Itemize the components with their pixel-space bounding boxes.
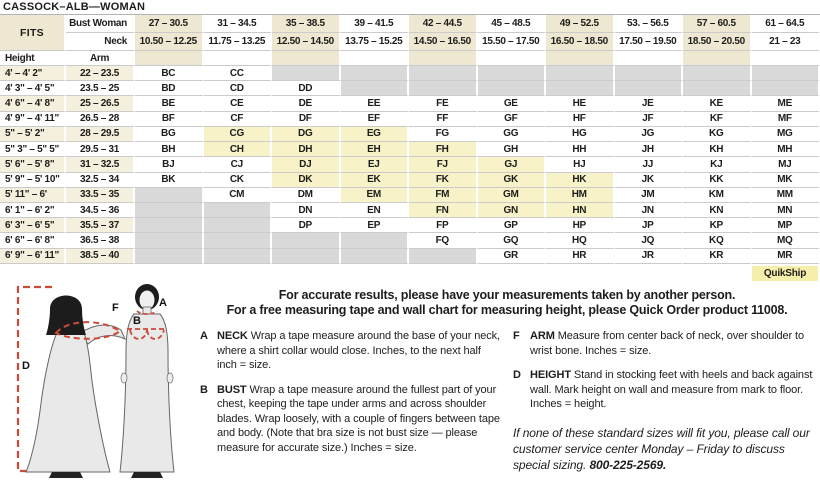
arm-cell: 23.5 – 25 [66,81,135,96]
instruction-columns [198,329,816,473]
size-code-cell: BC [135,66,204,81]
size-code-cell: KK [683,173,752,188]
size-code-cell: DN [272,203,341,218]
size-code-cell: BD [135,81,204,96]
bust-range-cell: 42 – 44.5 [409,15,478,33]
size-code-cell: MQ [752,233,820,248]
arm-cell: 35.5 – 37 [66,218,135,233]
height-cell: 5" 3" – 5" 5" [0,142,66,157]
arm-cell: 33.5 – 35 [66,188,135,203]
size-code-cell: JP [615,218,684,233]
na-cell [409,249,478,264]
arm-cell: 28 – 29.5 [66,127,135,142]
instruction-key: F [513,330,520,343]
size-code-cell: BH [135,142,204,157]
instruction-item-neck [200,329,503,373]
size-code-cell: KP [683,218,752,233]
measuring-section [0,281,820,482]
size-code-cell: EK [341,173,410,188]
size-code-cell: GE [478,96,547,111]
size-code-cell: KN [683,203,752,218]
size-code-cell: EH [341,142,410,157]
size-code-cell: KF [683,112,752,127]
size-code-cell: MN [752,203,820,218]
note-line-2: For a free measuring tape and wall chart for measuring height, please Quick Order product 11008. [226,303,788,318]
spacer-cell [752,51,820,66]
figure-label-f: F [112,301,119,314]
size-code-cell: DF [272,112,341,127]
size-code-cell: JH [615,142,684,157]
size-code-cell: HF [546,112,615,127]
measuring-notes [198,288,816,319]
bust-range-cell: 35 – 38.5 [272,15,341,33]
size-code-cell: MK [752,173,820,188]
na-cell [341,66,410,81]
instruction-term: HEIGHT [530,369,574,382]
spacer-cell [341,51,410,66]
height-cell: 4' – 4' 2" [0,66,66,81]
size-code-cell: DJ [272,157,341,172]
figure-label-b: B [133,314,141,327]
size-code-cell: JN [615,203,684,218]
note-line-1: For accurate results, please have your measurements taken by another person. [278,287,736,302]
spacer-cell [683,51,752,66]
size-code-cell: KR [683,249,752,264]
bust-range-cell: 45 – 48.5 [478,15,547,33]
arm-cell: 36.5 – 38 [66,233,135,248]
na-cell [135,188,204,203]
size-code-cell: KQ [683,233,752,248]
size-code-cell: JQ [615,233,684,248]
spacer-cell [546,51,615,66]
height-cell: 5" – 5' 2" [0,127,66,142]
size-code-cell: MM [752,188,820,203]
size-code-cell: HK [546,173,615,188]
size-code-cell: BJ [135,157,204,172]
na-cell [546,81,615,96]
size-code-cell: HQ [546,233,615,248]
instruction-key: B [200,383,208,396]
bust-range-cell: 39 – 41.5 [341,15,410,33]
arm-cell: 32.5 – 34 [66,173,135,188]
size-code-cell: DP [272,218,341,233]
height-cell: 4' 3" – 4' 5" [0,81,66,96]
size-code-cell: GK [478,173,547,188]
arm-cell: 34.5 – 36 [66,203,135,218]
size-code-cell: FG [409,127,478,142]
instruction-text: HEIGHT Stand in stocking feet with heels and back against wall. Mark height on wall and measure from mark to floor. Inches = height. [530,369,813,411]
figure-label-d: D [22,359,30,372]
size-code-cell: KG [683,127,752,142]
na-cell [752,81,820,96]
height-label: Height [0,51,66,66]
neck-range-cell: 10.50 – 12.25 [135,33,204,51]
height-cell: 5' 6" – 5' 8" [0,157,66,172]
size-code-cell: FQ [409,233,478,248]
spacer-cell [204,51,273,66]
spacer-cell [615,51,684,66]
na-cell [409,66,478,81]
height-cell: 6' 3" – 6' 5" [0,218,66,233]
special-sizing-note [513,425,816,474]
size-code-cell: JK [615,173,684,188]
size-table [0,15,820,264]
na-cell [135,249,204,264]
size-code-cell: KM [683,188,752,203]
na-cell [341,249,410,264]
spacer-cell [478,51,547,66]
size-code-cell: HH [546,142,615,157]
bust-range-cell: 27 – 30.5 [135,15,204,33]
size-code-cell: FN [409,203,478,218]
size-code-cell: FE [409,96,478,111]
neck-range-cell: 16.50 – 18.50 [546,33,615,51]
height-cell: 5' 11" – 6' [0,188,66,203]
size-code-cell: DE [272,96,341,111]
na-cell [683,66,752,81]
instruction-key: D [513,369,521,382]
instruction-column-right [513,329,816,473]
na-cell [341,81,410,96]
size-code-cell: GQ [478,233,547,248]
spacer-cell [135,51,204,66]
neck-range-cell: 21 – 23 [752,33,820,51]
size-code-cell: FJ [409,157,478,172]
size-code-cell: BK [135,173,204,188]
size-code-cell: JR [615,249,684,264]
instruction-text: NECK Wrap a tape measure around the base of your neck, where a shirt collar would close. Inches, to the next half inch = size. [217,330,501,372]
arm-cell: 22 – 23.5 [66,66,135,81]
quikship-row [0,264,820,281]
size-code-cell: FH [409,142,478,157]
height-cell: 6' 6" – 6' 8" [0,233,66,248]
size-code-cell: CJ [204,157,273,172]
neck-range-cell: 12.50 – 14.50 [272,33,341,51]
size-code-cell: GR [478,249,547,264]
spacer-cell [409,51,478,66]
na-cell [546,66,615,81]
size-code-cell: MH [752,142,820,157]
na-cell [204,203,273,218]
size-code-cell: JG [615,127,684,142]
fits-cell: FITS [0,15,66,51]
size-code-cell: CD [204,81,273,96]
arm-cell: 26.5 – 28 [66,112,135,127]
bust-range-cell: 61 – 64.5 [752,15,820,33]
arm-cell: 38.5 – 40 [66,249,135,264]
size-code-cell: FF [409,112,478,127]
na-cell [409,81,478,96]
neck-range-cell: 17.50 – 19.50 [615,33,684,51]
na-cell [204,218,273,233]
size-code-cell: ME [752,96,820,111]
size-code-cell: DM [272,188,341,203]
na-cell [615,66,684,81]
arm-cell: 31 – 32.5 [66,157,135,172]
size-code-cell: GG [478,127,547,142]
size-code-cell: EM [341,188,410,203]
size-code-cell: CM [204,188,273,203]
neck-label: Neck [66,33,135,51]
na-cell [135,203,204,218]
arm-label: Arm [66,51,135,66]
size-code-cell: EP [341,218,410,233]
size-code-cell: JJ [615,157,684,172]
figure-label-a: A [159,296,167,309]
special-sizing-text: If none of these standard sizes will fit you, please call our customer service center Monday – Friday to discuss special sizing. [513,425,810,473]
neck-range-cell: 15.50 – 17.50 [478,33,547,51]
size-code-cell: CK [204,173,273,188]
size-code-cell: KH [683,142,752,157]
spacer-cell [272,51,341,66]
size-code-cell: HP [546,218,615,233]
na-cell [135,218,204,233]
size-code-cell: MF [752,112,820,127]
neck-range-cell: 13.75 – 15.25 [341,33,410,51]
size-code-cell: EE [341,96,410,111]
bust-range-cell: 49 – 52.5 [546,15,615,33]
size-code-cell: GN [478,203,547,218]
height-cell: 6' 1" – 6' 2" [0,203,66,218]
size-code-cell: CC [204,66,273,81]
size-code-cell: CG [204,127,273,142]
customer-service-phone: 800-225-2569. [589,458,667,473]
height-cell: 4' 6" – 4' 8" [0,96,66,111]
instruction-item-arm [513,329,816,358]
instruction-item-height [513,368,816,412]
size-code-cell: BE [135,96,204,111]
size-code-cell: GP [478,218,547,233]
na-cell [683,81,752,96]
size-code-cell: JE [615,96,684,111]
neck-range-cell: 14.50 – 16.50 [409,33,478,51]
front-figure-gown [120,314,174,472]
back-figure-head [46,295,86,335]
na-cell [272,66,341,81]
instruction-term: NECK [217,330,251,343]
instruction-term: ARM [530,330,558,343]
size-code-cell: EJ [341,157,410,172]
size-code-cell: HG [546,127,615,142]
size-code-cell: FM [409,188,478,203]
na-cell [478,81,547,96]
size-code-cell: EN [341,203,410,218]
bust-woman-label: Bust Woman [66,15,135,33]
instruction-term: BUST [217,383,250,396]
size-code-cell: KJ [683,157,752,172]
size-code-cell: BF [135,112,204,127]
quikship-badge: QuikShip [752,266,818,281]
measurement-figure [0,281,198,481]
page-title: CASSOCK–ALB—WOMAN [0,0,820,15]
size-code-cell: DD [272,81,341,96]
na-cell [204,233,273,248]
bust-range-cell: 31 – 34.5 [204,15,273,33]
instruction-text: ARM Measure from center back of neck, over shoulder to wrist bone. Inches = size. [530,330,805,357]
size-code-cell: BG [135,127,204,142]
size-code-cell: JF [615,112,684,127]
na-cell [135,233,204,248]
neck-range-cell: 18.50 – 20.50 [683,33,752,51]
front-figure-right-hand [167,373,173,383]
size-code-cell: FK [409,173,478,188]
size-code-cell: DG [272,127,341,142]
size-code-cell: HM [546,188,615,203]
na-cell [478,66,547,81]
na-cell [752,66,820,81]
size-code-cell: FP [409,218,478,233]
size-code-cell: CE [204,96,273,111]
size-code-cell: GJ [478,157,547,172]
instruction-item-bust [200,383,503,456]
instructions-area [198,281,820,482]
size-code-cell: EG [341,127,410,142]
size-code-cell: EF [341,112,410,127]
size-code-cell: KE [683,96,752,111]
size-code-cell: HJ [546,157,615,172]
neck-range-cell: 11.75 – 13.25 [204,33,273,51]
size-code-cell: CF [204,112,273,127]
back-figure-feet [49,472,83,478]
na-cell [272,249,341,264]
size-code-cell: DK [272,173,341,188]
bust-range-cell: 57 – 60.5 [683,15,752,33]
instruction-key: A [200,330,208,343]
size-code-cell: GF [478,112,547,127]
bust-range-cell: 53. – 56.5 [615,15,684,33]
instruction-column-left [200,329,503,473]
front-figure-left-hand [121,373,127,383]
size-code-cell: MP [752,218,820,233]
size-code-cell: HN [546,203,615,218]
instruction-text: BUST Wrap a tape measure around the fullest part of your chest, keeping the tape under arms and across shoulder blades. Wrap loosely, with a couple of fingers between tape and body. (Note that bra size is not bust size — please measure for accurate size.) Inches = size. [217,383,500,454]
size-code-cell: HE [546,96,615,111]
size-code-cell: DH [272,142,341,157]
height-cell: 6' 9" – 6' 11" [0,249,66,264]
arm-cell: 29.5 – 31 [66,142,135,157]
size-code-cell: GM [478,188,547,203]
na-cell [615,81,684,96]
size-code-cell: MJ [752,157,820,172]
na-cell [204,249,273,264]
size-code-cell: MG [752,127,820,142]
back-figure-gown [26,331,110,472]
arm-cell: 25 – 26.5 [66,96,135,111]
size-code-cell: JM [615,188,684,203]
size-code-cell: MR [752,249,820,264]
size-code-cell: HR [546,249,615,264]
height-cell: 5' 9" – 5' 10" [0,173,66,188]
na-cell [341,233,410,248]
na-cell [272,233,341,248]
size-code-cell: GH [478,142,547,157]
size-code-cell: CH [204,142,273,157]
height-cell: 4' 9" – 4' 11" [0,112,66,127]
front-figure-feet [131,472,163,478]
